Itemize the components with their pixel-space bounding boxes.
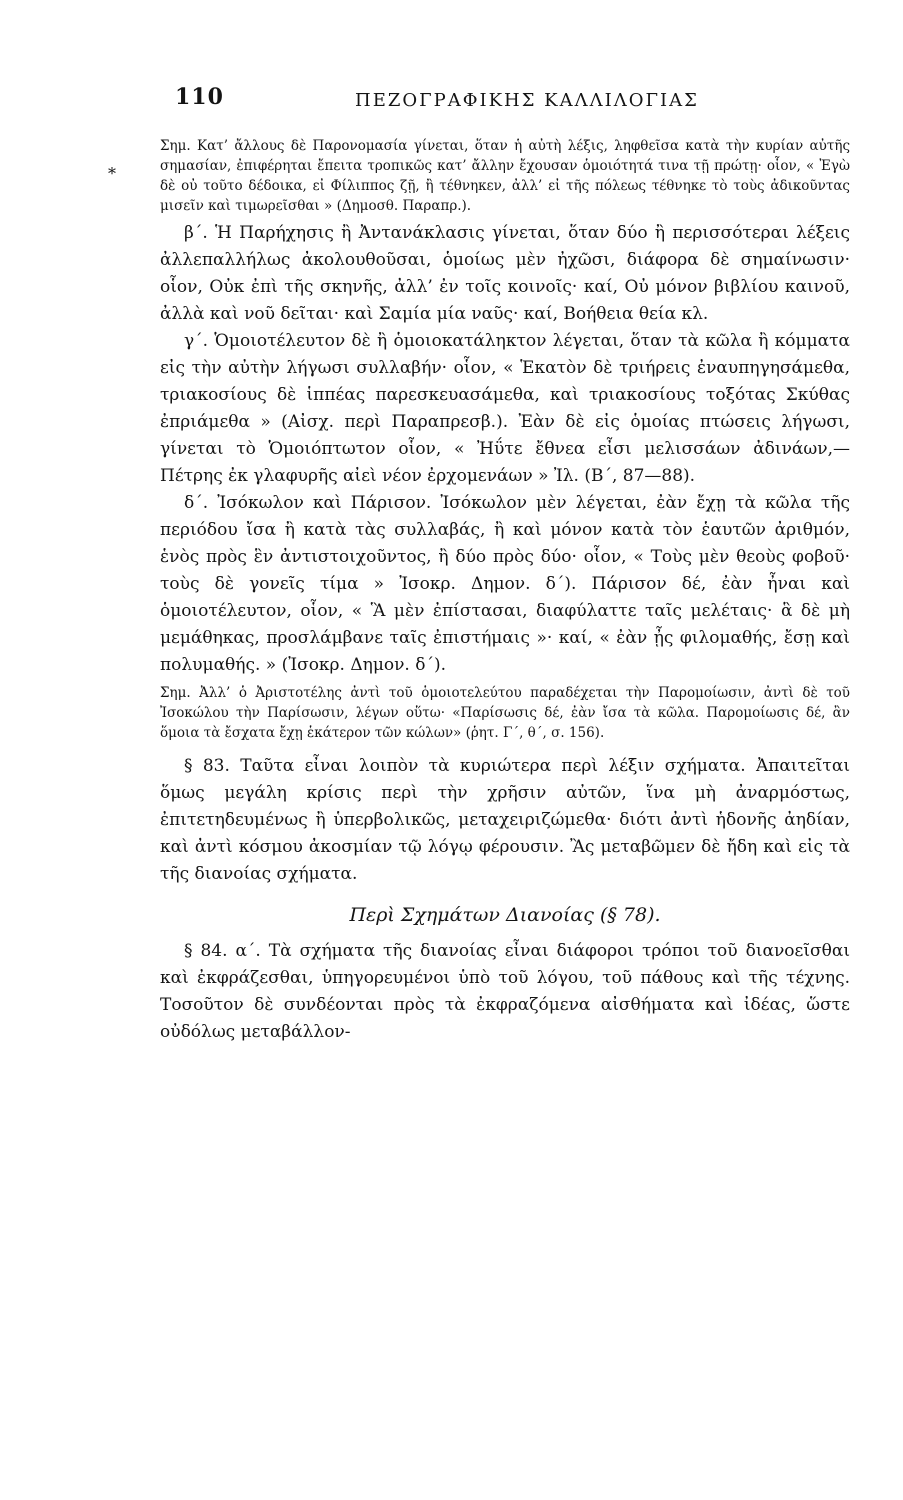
page-number: 110 — [175, 84, 224, 110]
page-body — [160, 136, 850, 1046]
margin-mark: * — [108, 164, 116, 183]
running-title: ΠΕΖΟΓΡΑΦΙΚΗΣ ΚΑΛΛΙΛΟΓΙΑΣ — [355, 90, 699, 111]
paragraph-section-84: § 84. α΄. Τὰ σχήματα τῆς διανοίας εἶναι διάφοροι τρόποι τοῦ διανοεῖσθαι καὶ ἐκφράζεσθαι, ὑπηγορευμένοι ὑπὸ τοῦ λόγου, τοῦ πάθους καὶ τῆς τέχνης. Τοσοῦτον δὲ συνδέονται πρὸς τὰ ἐκφραζόμενα αἰσθήματα καὶ ἰδέας, ὥστε οὐδόλως μεταβάλλον- — [160, 941, 850, 1042]
footnote-aristotle: Σημ. Ἀλλ’ ὁ Ἀριστοτέλης ἀντὶ τοῦ ὁμοιοτελεύτου παραδέχεται τὴν Παρομοίωσιν, ἀντὶ δὲ τοῦ Ἰσοκώλου τὴν Παρίσωσιν, λέγων οὕτω· «Παρίσωσις δέ, ἐὰν ἴσα τὰ κῶλα. Παρομοίωσις δέ, ἂν ὅμοια τὰ ἔσχατα ἔχῃ ἑκάτερον τῶν κώλων» (ῥητ. Γ΄, θ΄, σ. 156). — [160, 685, 850, 741]
paragraph-homoioteleuton: γ΄. Ὁμοιοτέλευτον δὲ ἢ ὁμοιοκατάληκτον λέγεται, ὅταν τὰ κῶλα ἢ κόμματα εἰς τὴν αὐτὴν λήγωσι συλλαβήν· οἷον, « Ἑκατὸν δὲ τριήρεις ἐναυπηγησάμεθα, τριακοσίους δὲ ἱππέας παρεσκευασάμεθα, καὶ τριακοσίους τοξότας Σκύθας ἐπριάμεθα » (Αἰσχ. περὶ Παραπρεσβ.). Ἐὰν δὲ εἰς ὁμοίας πτώσεις λήγωσι, γίνεται τὸ Ὁμοιόπτωτον οἷον, « Ἠΰτε ἔθνεα εἶσι μελισσάων ἀδινάων,— Πέτρης ἐκ γλαφυρῆς αἰεὶ νέον ἐρχομενάων » Ἰλ. (Β΄, 87—88). — [160, 331, 850, 486]
paragraph-parechesis: β΄. Ἡ Παρήχησις ἢ Ἀντανάκλασις γίνεται, ὅταν δύο ἢ περισσότεραι λέξεις ἀλλεπαλλήλως ἀκολουθοῦσαι, ὁμοίως μὲν ἠχῶσι, διάφορα δὲ σημαίνωσιν· οἷον, Οὐκ ἐπὶ τῆς σκηνῆς, ἀλλ’ ἐν τοῖς κοινοῖς· καί, Οὐ μόνον βιβλίου καινοῦ, ἀλλὰ καὶ νοῦ δεῖται· καὶ Σαμία μία ναῦς· καί, Βοήθεια θεία κλ. — [160, 223, 850, 324]
page-header — [175, 84, 855, 124]
paragraph-section-83: § 83. Ταῦτα εἶναι λοιπὸν τὰ κυριώτερα περὶ λέξιν σχήματα. Ἀπαιτεῖται ὅμως μεγάλη κρίσις περὶ τὴν χρῆσιν αὐτῶν, ἵνα μὴ ἀναρμόστως, ἐπιτετηδευμένως ἢ ὑπερβολικῶς, μεταχειριζώμεθα· διότι ἀντὶ ἡδονῆς ἀηδίαν, καὶ ἀντὶ κόσμου ἀκοσμίαν τῷ λόγῳ φέρουσιν. Ἂς μεταβῶμεν δὲ ἤδη καὶ εἰς τὰ τῆς διανοίας σχήματα. — [160, 756, 850, 884]
section-heading: Περὶ Σχημάτων Διανοίας (§ 78). — [349, 904, 661, 926]
footnote-paronomasia: Σημ. Κατ’ ἄλλους δὲ Παρονομασία γίνεται, ὅταν ἡ αὐτὴ λέξις, ληφθεῖσα κατὰ τὴν κυρίαν αὐτῆς σημασίαν, ἐπιφέρηται ἔπειτα τροπικῶς κατ’ ἄλλην ἔχουσαν ὁμοιότητά τινα τῇ πρώτῃ· οἷον, « Ἐγὼ δὲ οὐ τοῦτο δέδοικα, εἰ Φίλιππος ζῇ, ἢ τέθνηκεν, ἀλλ’ εἰ τῆς πόλεως τέθνηκε τὸ τοὺς ἀδικοῦντας μισεῖν καὶ τιμωρεῖσθαι » (Δημοσθ. Παραπρ.). — [160, 138, 850, 214]
paragraph-isocolon: δ΄. Ἰσόκωλον καὶ Πάρισον. Ἰσόκωλον μὲν λέγεται, ἐὰν ἔχῃ τὰ κῶλα τῆς περιόδου ἴσα ἢ κατὰ τὰς συλλαβάς, ἢ καὶ μόνον κατὰ τὸν ἑαυτῶν ἀριθμόν, ἑνὸς πρὸς ἓν ἀντιστοιχοῦντος, ἢ δύο πρὸς δύο· οἷον, « Τοὺς μὲν θεοὺς φοβοῦ· τοὺς δὲ γονεῖς τίμα » Ἰσοκρ. Δημον. δ΄). Πάρισον δέ, ἐὰν ἦναι καὶ ὁμοιοτέλευτον, οἷον, « Ἃ μὲν ἐπίστασαι, διαφύλαττε ταῖς μελέταις· ἃ δὲ μὴ μεμάθηκας, προσλάμβανε ταῖς ἐπιστήμαις »· καί, « ἐὰν ᾖς φιλομαθής, ἔσῃ καὶ πολυμαθής. » (Ἰσοκρ. Δημον. δ΄). — [160, 493, 850, 675]
